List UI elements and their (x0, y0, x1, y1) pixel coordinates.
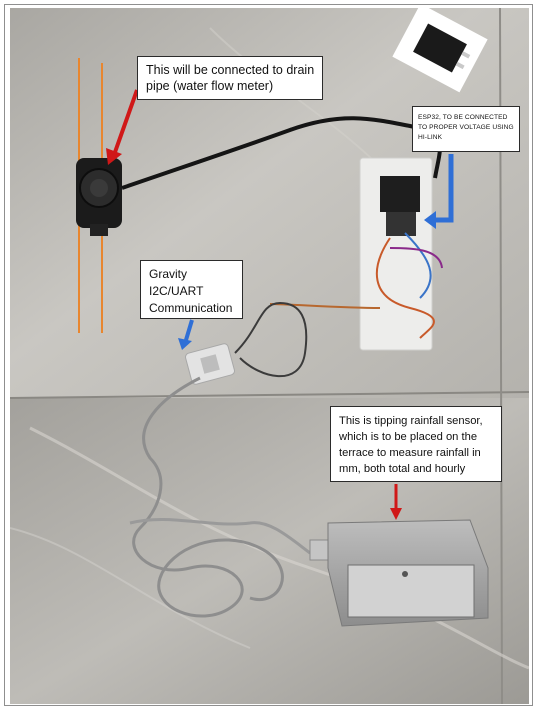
water-flow-meter (76, 158, 122, 236)
rain-sensor-annotation (330, 406, 502, 482)
annotation-line: This will be connected to drain (146, 63, 315, 77)
annotation-line: Gravity (149, 267, 188, 281)
annotation-line: pipe (water flow meter) (146, 79, 274, 93)
annotation-line: which is to be placed on the (339, 431, 478, 443)
flow-meter-annotation (137, 56, 323, 100)
annotation-line: terrace to measure rainfall in (339, 447, 481, 459)
annotation-line: mm, both total and hourly (339, 463, 466, 475)
annotation-line: I2C/UART (149, 284, 204, 298)
annotation-line: ESP32, TO BE CONNECTED (418, 114, 508, 121)
esp32-annotation (412, 106, 520, 152)
annotation-line: This is tipping rainfall sensor, (339, 415, 483, 427)
gravity-annotation (140, 260, 243, 319)
breadboard (360, 158, 432, 350)
annotation-line: TO PROPER VOLTAGE USING (418, 124, 514, 131)
annotation-line: Communication (149, 301, 233, 315)
annotation-line: HI-LINK (418, 134, 443, 141)
